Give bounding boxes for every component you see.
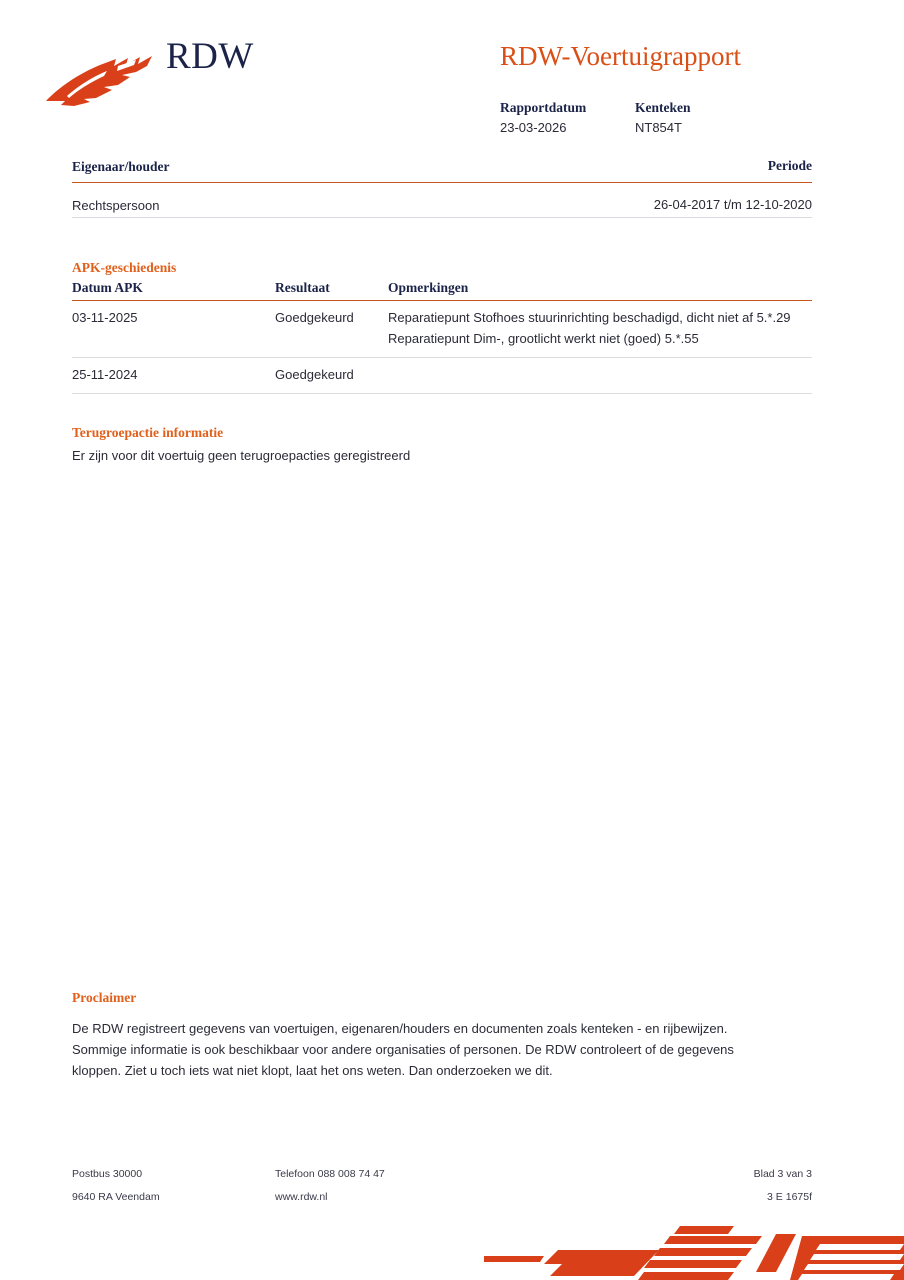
recall-section-title: Terugroepactie informatie [72, 425, 224, 440]
disclaimer-section [72, 990, 812, 1081]
owner-section [72, 158, 812, 218]
footer-website[interactable]: www.rdw.nl [275, 1191, 328, 1203]
apk-result: Goedgekeurd [275, 367, 354, 383]
footer-form-code: 3 E 1675f [767, 1191, 812, 1203]
plate-label: Kenteken [635, 100, 691, 115]
rdw-wordmark: RDW [166, 36, 254, 77]
plate-value: NT854T [635, 119, 682, 135]
table-row [72, 301, 812, 358]
page-title: RDW-Voertuigrapport [500, 41, 741, 71]
apk-table-header-row [72, 280, 812, 301]
report-date-label: Rapportdatum [500, 100, 587, 115]
apk-col-result: Resultaat [275, 280, 330, 295]
apk-section-title: APK-geschiedenis [72, 260, 177, 275]
owner-heading: Eigenaar/houder [72, 159, 170, 174]
rdw-logo [44, 30, 304, 110]
rdw-speed-stripes-decoration [484, 1220, 904, 1280]
apk-remark-item: Reparatiepunt Stofhoes stuurinrichting beschadigd, dicht niet af 5.*.29 [388, 310, 791, 325]
footer-line-1 [72, 1168, 812, 1191]
owner-row-divider [72, 217, 812, 218]
apk-date: 25-11-2024 [72, 367, 138, 383]
table-row [72, 183, 812, 217]
footer-phone: Telefoon 088 008 74 47 [275, 1168, 385, 1180]
footer-line-2 [72, 1191, 812, 1214]
disclaimer-text: De RDW registreert gegevens van voertuigen, eigenaren/houders en documenten zoals kenteken - en rijbewijzen. Sommige informatie is ook beschikbaar voor andere organisaties of personen. De RDW controleert of de gegevens kloppen. Ziet u toch iets wat niet klopt, laat het ons weten. Dan onderzoeken we dit. [72, 1021, 734, 1079]
report-meta [500, 98, 840, 137]
footer-address-1: Postbus 30000 [72, 1168, 143, 1180]
apk-remarks [388, 301, 812, 358]
plate-block [635, 98, 691, 137]
apk-history-section [72, 260, 812, 394]
footer-address-2: 9640 RA Veendam [72, 1191, 160, 1203]
page-footer [72, 1168, 812, 1214]
apk-remark-item: Reparatiepunt Dim-, grootlicht werkt niet (goed) 5.*.55 [388, 331, 699, 347]
recall-text: Er zijn voor dit voertuig geen terugroepacties geregistreerd [72, 448, 411, 463]
table-row [72, 358, 812, 394]
disclaimer-section-title: Proclaimer [72, 990, 137, 1005]
report-date-value: 23-03-2026 [500, 119, 567, 135]
recall-section [72, 425, 812, 466]
owner-period: 26-04-2017 t/m 12-10-2020 [653, 197, 812, 212]
apk-result: Goedgekeurd [275, 310, 354, 325]
owner-section-headers [72, 158, 812, 180]
rdw-feather-logo-icon [44, 52, 164, 110]
apk-col-remarks: Opmerkingen [388, 280, 469, 295]
footer-page-number: Blad 3 van 3 [753, 1168, 812, 1180]
apk-history-table [72, 280, 812, 394]
report-header [0, 0, 904, 150]
owner-name: Rechtspersoon [72, 198, 160, 213]
period-heading: Periode [767, 158, 812, 173]
apk-col-date: Datum APK [72, 280, 143, 295]
report-date-block [500, 98, 635, 137]
apk-date: 03-11-2025 [72, 310, 138, 325]
apk-remarks [388, 358, 812, 394]
